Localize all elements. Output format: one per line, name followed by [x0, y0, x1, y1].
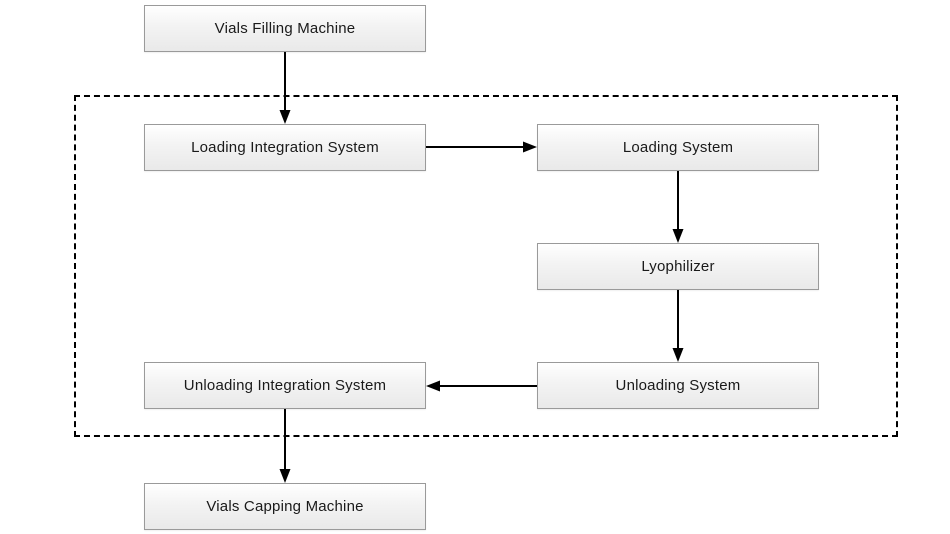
node-vials-filling-machine[interactable] — [144, 5, 426, 52]
arrow-unloading-system-to-unloading-integration — [426, 379, 537, 393]
arrow-lyophilizer-to-unloading-system — [671, 290, 685, 362]
node-label: Vials Filling Machine — [214, 20, 356, 37]
arrow-unloading-integration-to-capping — [278, 409, 292, 483]
node-loading-system[interactable] — [537, 124, 819, 171]
node-lyophilizer[interactable] — [537, 243, 819, 290]
node-unloading-system[interactable] — [537, 362, 819, 409]
node-label: Loading Integration System — [191, 139, 379, 156]
arrow-filling-to-loading-integration — [278, 52, 292, 124]
node-label: Vials Capping Machine — [206, 498, 364, 515]
arrow-loading-integration-to-loading-system — [426, 140, 537, 154]
node-label: Unloading System — [615, 377, 741, 394]
node-label: Unloading Integration System — [183, 377, 387, 394]
arrow-loading-system-to-lyophilizer — [671, 171, 685, 243]
node-loading-integration-system[interactable] — [144, 124, 426, 171]
node-vials-capping-machine[interactable] — [144, 483, 426, 530]
node-label: Lyophilizer — [641, 258, 715, 275]
node-unloading-integration-system[interactable] — [144, 362, 426, 409]
node-label: Loading System — [622, 139, 734, 156]
